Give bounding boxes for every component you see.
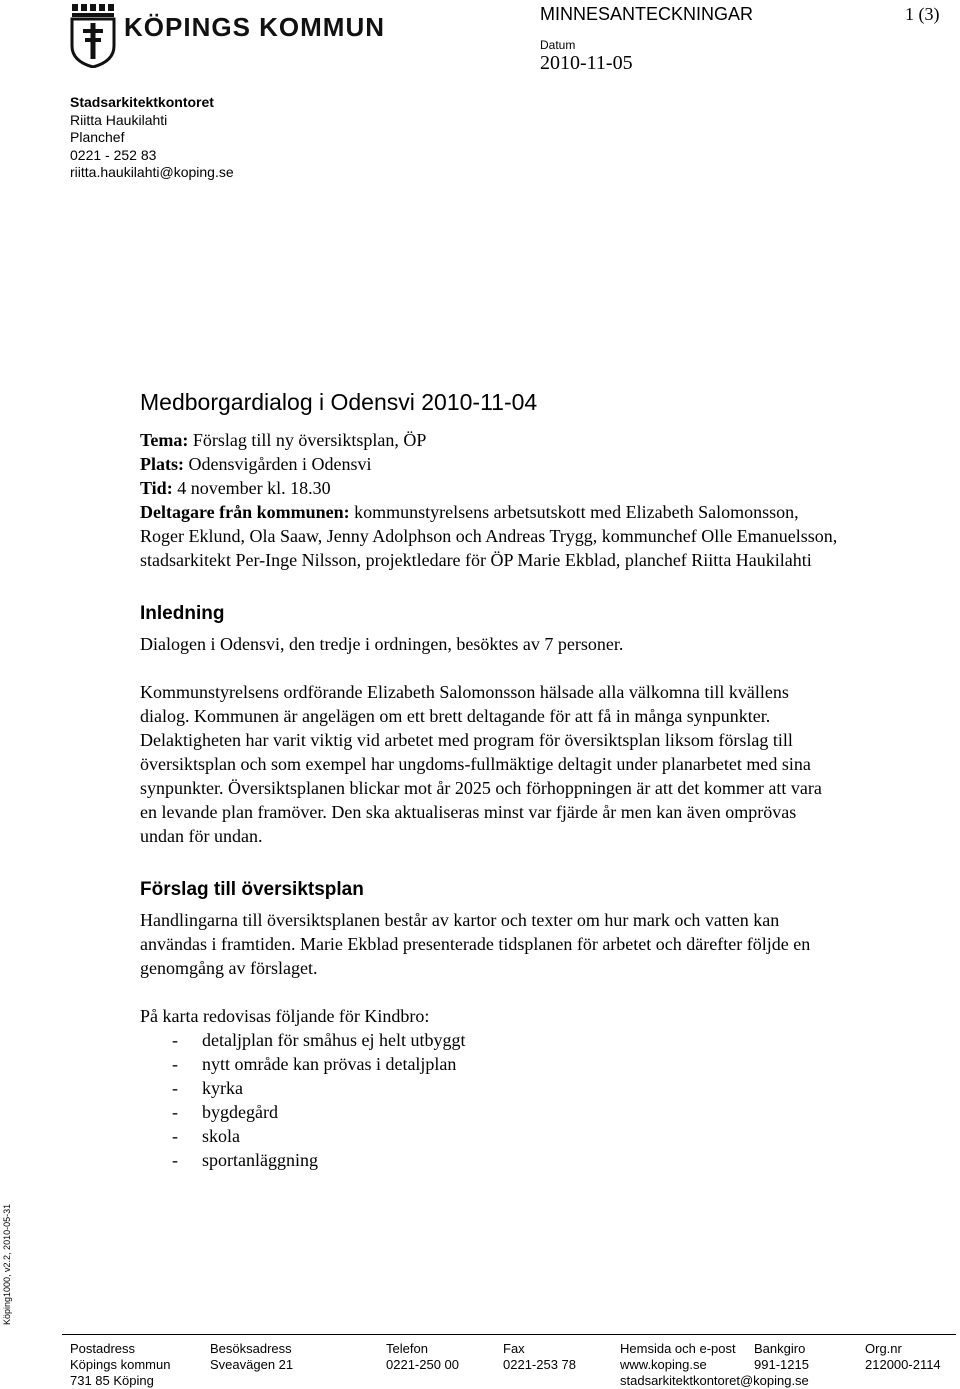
footer-orgnr [865, 1341, 941, 1373]
footer-postadress-line1: Köpings kommun [70, 1357, 171, 1372]
meta-tid-label: Tid: [140, 478, 173, 498]
footer-hemsida-label: Hemsida och e-post [620, 1341, 736, 1356]
inledning-paragraph-1: Dialogen i Odensvi, den tredje i ordningen, besöktes av 7 personer. [140, 634, 624, 654]
coat-of-arms-icon [70, 4, 116, 68]
list-item-text: bygdegård [202, 1102, 278, 1122]
footer-bankgiro-label: Bankgiro [754, 1341, 806, 1356]
inledning-paragraph-2: Kommunstyrelsens ordförande Elizabeth Salomonsson hälsade alla välkomna till kvällens dialog. Kommunen är angelägen om ett brett deltagande för att få in många synpunkter. Delaktigheten har varit viktig vid arbetet med program för översiktsplan liksom förslag till översiktsplan och som exempel har ungdoms-fullmäktige deltagit under planarbetet med sina synpunkter. Översiktsplanen blickar mot år 2025 och förhoppningen är att det kommer att vara en levande plan framöver. Den ska aktualiseras minst var fjärde år men kan även omprövas undan för undan. [140, 682, 822, 846]
sender-department: Stadsarkitektkontoret [70, 94, 214, 110]
sender-title: Planchef [70, 129, 125, 145]
list-item [140, 1124, 840, 1148]
document-title: Medborgardialog i Odensvi 2010-11-04 [140, 389, 538, 415]
footer-fax [503, 1341, 576, 1373]
list-item [140, 1076, 840, 1100]
footer-besoksadress-value: Sveavägen 21 [210, 1357, 294, 1372]
document-type: MINNESANTECKNINGAR [540, 4, 754, 24]
footer-fax-value: 0221-253 78 [503, 1357, 577, 1372]
list-item [140, 1148, 840, 1172]
list-item [140, 1052, 840, 1076]
section-heading-inledning: Inledning [140, 603, 225, 624]
footer-bankgiro [754, 1341, 809, 1373]
template-version: Köping1000, v2.2, 2010-05-31 [2, 1203, 12, 1325]
list-dash: - [172, 1054, 178, 1074]
list-dash: - [172, 1030, 178, 1050]
date-label: Datum [540, 38, 576, 52]
footer-bankgiro-value: 991-1215 [754, 1357, 809, 1372]
list-item-text: sportanläggning [202, 1150, 318, 1170]
meta-tema [140, 428, 840, 452]
footer-telefon-value: 0221-250 00 [386, 1357, 460, 1372]
sender-name: Riitta Haukilahti [70, 111, 168, 128]
sender-block [70, 94, 234, 182]
footer-hemsida-link[interactable]: www.koping.se [620, 1357, 707, 1372]
footer-orgnr-label: Org.nr [865, 1341, 902, 1356]
footer-telefon [386, 1341, 459, 1373]
section-heading-forslag: Förslag till översiktsplan [140, 879, 364, 900]
footer-divider [62, 1334, 956, 1335]
organization-name: KÖPINGS KOMMUN [124, 12, 385, 42]
footer-postadress [70, 1341, 170, 1389]
footer-fax-label: Fax [503, 1341, 525, 1356]
list-dash: - [172, 1150, 178, 1170]
meta-plats [140, 452, 840, 476]
list-dash: - [172, 1078, 178, 1098]
footer-telefon-label: Telefon [386, 1341, 428, 1356]
sender-phone: 0221 - 252 83 [70, 146, 157, 163]
meta-tema-value: Förslag till ny översiktsplan, ÖP [188, 430, 427, 450]
list-item-text: kyrka [202, 1078, 243, 1098]
list-item-text: nytt område kan prövas i detaljplan [202, 1054, 457, 1074]
list-item-text: detaljplan för småhus ej helt utbyggt [202, 1030, 466, 1050]
meta-plats-label: Plats: [140, 454, 184, 474]
list-dash: - [172, 1126, 178, 1146]
meta-plats-value: Odensvigården i Odensvi [184, 454, 372, 474]
meta-tid [140, 476, 840, 500]
meta-deltagare-label: Deltagare från kommunen: [140, 502, 350, 522]
list-item-text: skola [202, 1126, 240, 1146]
meta-tema-label: Tema: [140, 430, 189, 450]
karta-intro: På karta redovisas följande för Kindbro: [140, 1006, 430, 1026]
date-value: 2010-11-05 [540, 52, 633, 74]
page-number: 1 (3) [905, 4, 940, 24]
list-dash: - [172, 1102, 178, 1122]
sender-email: riitta.haukilahti@koping.se [70, 164, 234, 180]
footer-postadress-label: Postadress [70, 1341, 136, 1356]
footer-besoksadress [210, 1341, 293, 1373]
meta-tid-value: 4 november kl. 18.30 [172, 478, 331, 498]
meta-deltagare-value: kommunstyrelsens arbetsutskott med Elizabeth Salomonsson, Roger Eklund, Ola Saaw, Jenny Adolphson och Andreas Trygg, kommunchef Olle Emanuelsson, stadsarkitekt Per-Inge Nilsson, projektledare för ÖP Marie Ekblad, planchef Riitta Haukilahti [140, 502, 838, 570]
footer-orgnr-value: 212000-2114 [865, 1357, 941, 1372]
karta-list [140, 1028, 840, 1172]
list-item [140, 1028, 840, 1052]
footer-besoksadress-label: Besöksadress [210, 1341, 292, 1356]
forslag-paragraph-1: Handlingarna till översiktsplanen består av kartor och texter om hur mark och vatten kan användas i framtiden. Marie Ekblad presenterade tidsplanen för arbetet och därefter följde en genomgång av förslaget. [140, 910, 811, 978]
meta-deltagare [140, 500, 840, 572]
list-item [140, 1100, 840, 1124]
footer-postadress-line2: 731 85 Köping [70, 1373, 154, 1388]
document-body [140, 388, 840, 1172]
footer-email-link[interactable]: stadsarkitektkontoret@koping.se [620, 1373, 809, 1388]
